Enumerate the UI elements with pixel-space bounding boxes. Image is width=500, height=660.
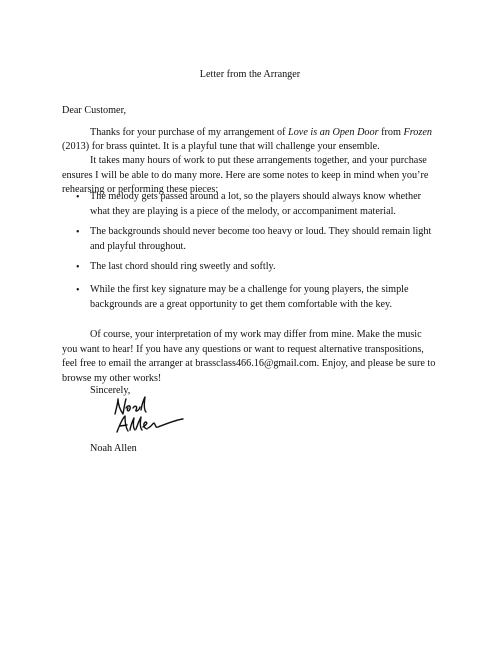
salutation: Dear Customer,: [62, 105, 127, 116]
intro-from: from: [381, 127, 401, 138]
list-item: The backgrounds should never become too heavy or loud. They should remain light and playful throughout.: [90, 226, 432, 252]
list-item: The melody gets passed around a lot, so the players should always know whether what they are playing is a piece of the melody, or accompaniment material.: [90, 191, 422, 217]
signoff: Sincerely,: [90, 385, 131, 396]
bullet-dot: •: [76, 262, 80, 273]
signature-name: Noah Allen: [90, 443, 137, 454]
signature-image: [111, 396, 189, 440]
intro-line-2: (2013) for brass quintet. It is a playful tune that will challenge your ensemble.: [62, 141, 380, 152]
intro-line-1: [90, 126, 432, 141]
bullet-dot: •: [76, 227, 80, 238]
bullet-dot: •: [76, 192, 80, 203]
intro-thanks: Thanks for your purchase of my arrangement of: [90, 127, 286, 138]
song-title: Love is an Open Door: [288, 127, 379, 138]
letter-title: Letter from the Arranger: [199, 69, 301, 80]
bullet-dot: •: [76, 285, 80, 296]
list-item: The last chord should ring sweetly and softly.: [90, 261, 276, 272]
closing-paragraph: Of course, your interpretation of my work may differ from mine. Make the music you want to hear! If you have any questions or want to request alternative transpositions, feel free to email the arranger at brassclass466.16@gmail.com. Enjoy, and please be sure to browse my other works!: [62, 329, 436, 384]
film-title: Frozen: [403, 127, 432, 138]
para-arrangements: It takes many hours of work to put these arrangements together, and your purchase ensures I will be able to do many more. Here are some notes to keep in mind when you’re rehearsing or performing these pieces:: [62, 155, 429, 195]
list-item: While the first key signature may be a challenge for young players, the simple backgrounds are a great opportunity to get them comfortable with the key.: [90, 284, 409, 310]
